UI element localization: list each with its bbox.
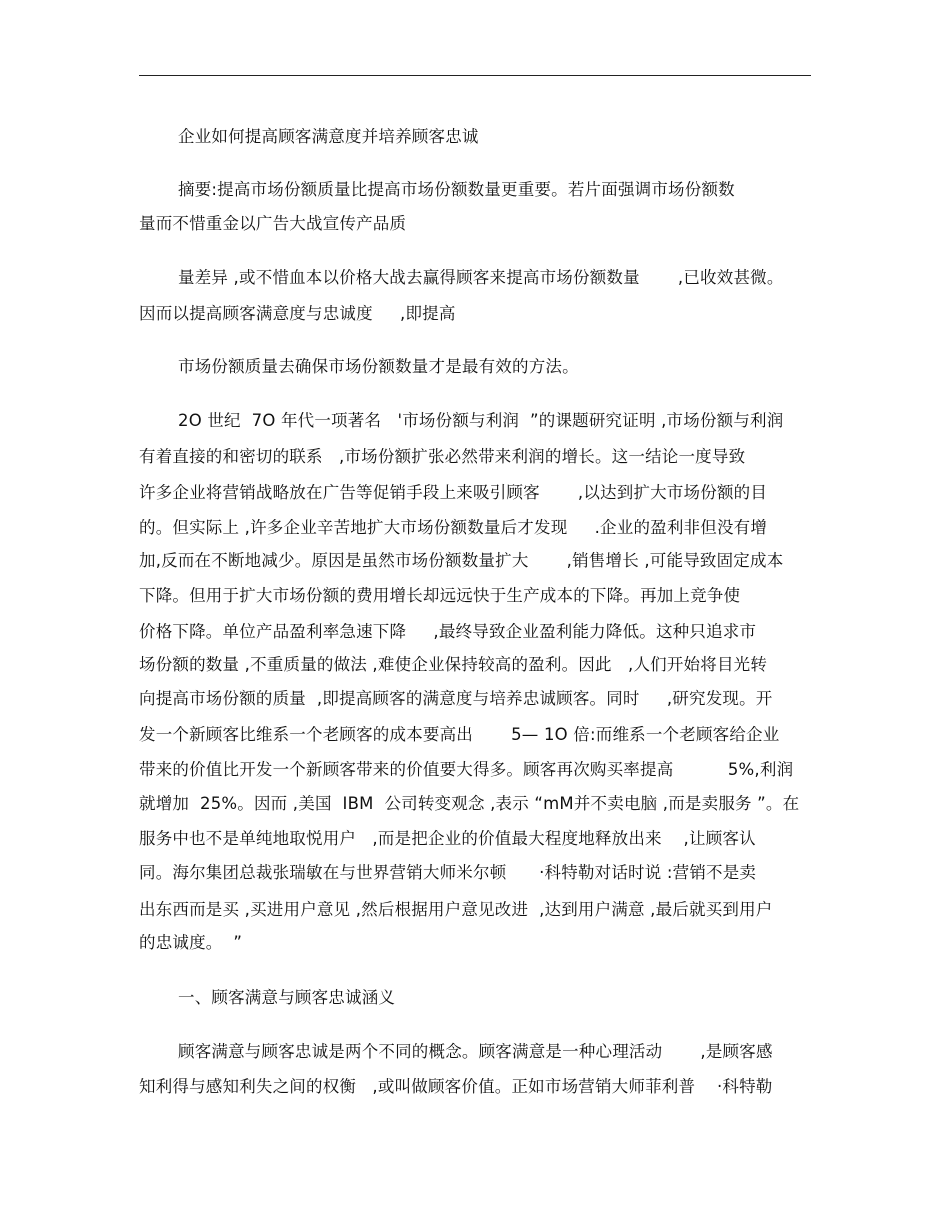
body-line: 出东西而是买 ,买进用户意见 ,然后根据用户意见改进 ,达到用户满意 ,最后就买到用户 bbox=[139, 900, 773, 919]
section-line: 知利得与感知利失之间的权衡 ,或叫做顾客价值。正如市场营销大师菲利普 ·科特勒 bbox=[139, 1077, 773, 1096]
body-line: 许多企业将营销战略放在广告等促销手段上来吸引顾客 ,以达到扩大市场份额的目 bbox=[139, 483, 768, 502]
section-heading: 一、顾客满意与顾客忠诚涵义 bbox=[178, 988, 396, 1007]
paragraph-line: 市场份额质量去确保市场份额数量才是最有效的方法。 bbox=[178, 357, 579, 376]
body-line: 价格下降。单位产品盈利率急速下降 ,最终导致企业盈利能力降低。这种只追求市 bbox=[139, 622, 757, 641]
body-line: 有着直接的和密切的联系 ,市场份额扩张必然带来利润的增长。这一结论一度导致 bbox=[139, 447, 746, 466]
section-line: 顾客满意与顾客忠诚是两个不同的概念。顾客满意是一种心理活动 ,是顾客感 bbox=[178, 1042, 773, 1061]
body-line: 带来的价值比开发一个新顾客带来的价值要大得多。顾客再次购买率提高 5%,利润 bbox=[139, 760, 794, 779]
body-line: 下降。但用于扩大市场份额的费用增长却远远快于生产成本的下降。再加上竞争使 bbox=[139, 586, 741, 605]
document-title: 企业如何提高顾客满意度并培养顾客忠诚 bbox=[178, 127, 479, 146]
body-line: 服务中也不是单纯地取悦用户 ,而是把企业的价值最大程度地释放出来 ,让顾客认 bbox=[139, 829, 756, 848]
paragraph-line: 因而以提高顾客满意度与忠诚度 ,即提高 bbox=[139, 304, 456, 323]
body-line: 2O 世纪 7O 年代一项著名 '市场份额与利润 ”的课题研究证明 ,市场份额与利润 bbox=[178, 411, 784, 430]
body-line: 加,反而在不断地减少。原因是虽然市场份额数量扩大 ,销售增长 ,可能导致固定成本 bbox=[139, 551, 784, 570]
body-line: 的忠诚度。 ” bbox=[139, 933, 243, 952]
paragraph-line: 量差异 ,或不惜血本以价格大战去赢得顾客来提高市场份额数量 ,已收效甚微。 bbox=[178, 268, 784, 287]
body-line: 发一个新顾客比维系一个老顾客的成本要高出 5— 1O 倍:而维系一个老顾客给企业 bbox=[139, 725, 780, 744]
body-line: 向提高市场份额的质量 ,即提高顾客的满意度与培养忠诚顾客。同时 ,研究发现。开 bbox=[139, 689, 773, 708]
body-line: 的。但实际上 ,许多企业辛苦地扩大市场份额数量后才发现 .企业的盈利非但没有增 bbox=[139, 518, 768, 537]
body-line: 场份额的数量 ,不重质量的做法 ,难使企业保持较高的盈利。因此 ,人们开始将目光转 bbox=[139, 655, 768, 674]
body-line: 同。海尔集团总裁张瑞敏在与世界营销大师米尔顿 ·科特勒对话时说 :营销不是卖 bbox=[139, 863, 757, 882]
abstract-line: 摘要:提高市场份额质量比提高市场份额数量更重要。若片面强调市场份额数 bbox=[178, 180, 735, 199]
abstract-line: 量而不惜重金以广告大战宣传产品质 bbox=[139, 214, 407, 233]
header-rule bbox=[139, 75, 811, 76]
body-line: 就增加 25%。因而 ,美国 IBM 公司转变观念 ,表示 “mM并不卖电脑 ,而是卖服务 ”。在 bbox=[139, 794, 800, 813]
